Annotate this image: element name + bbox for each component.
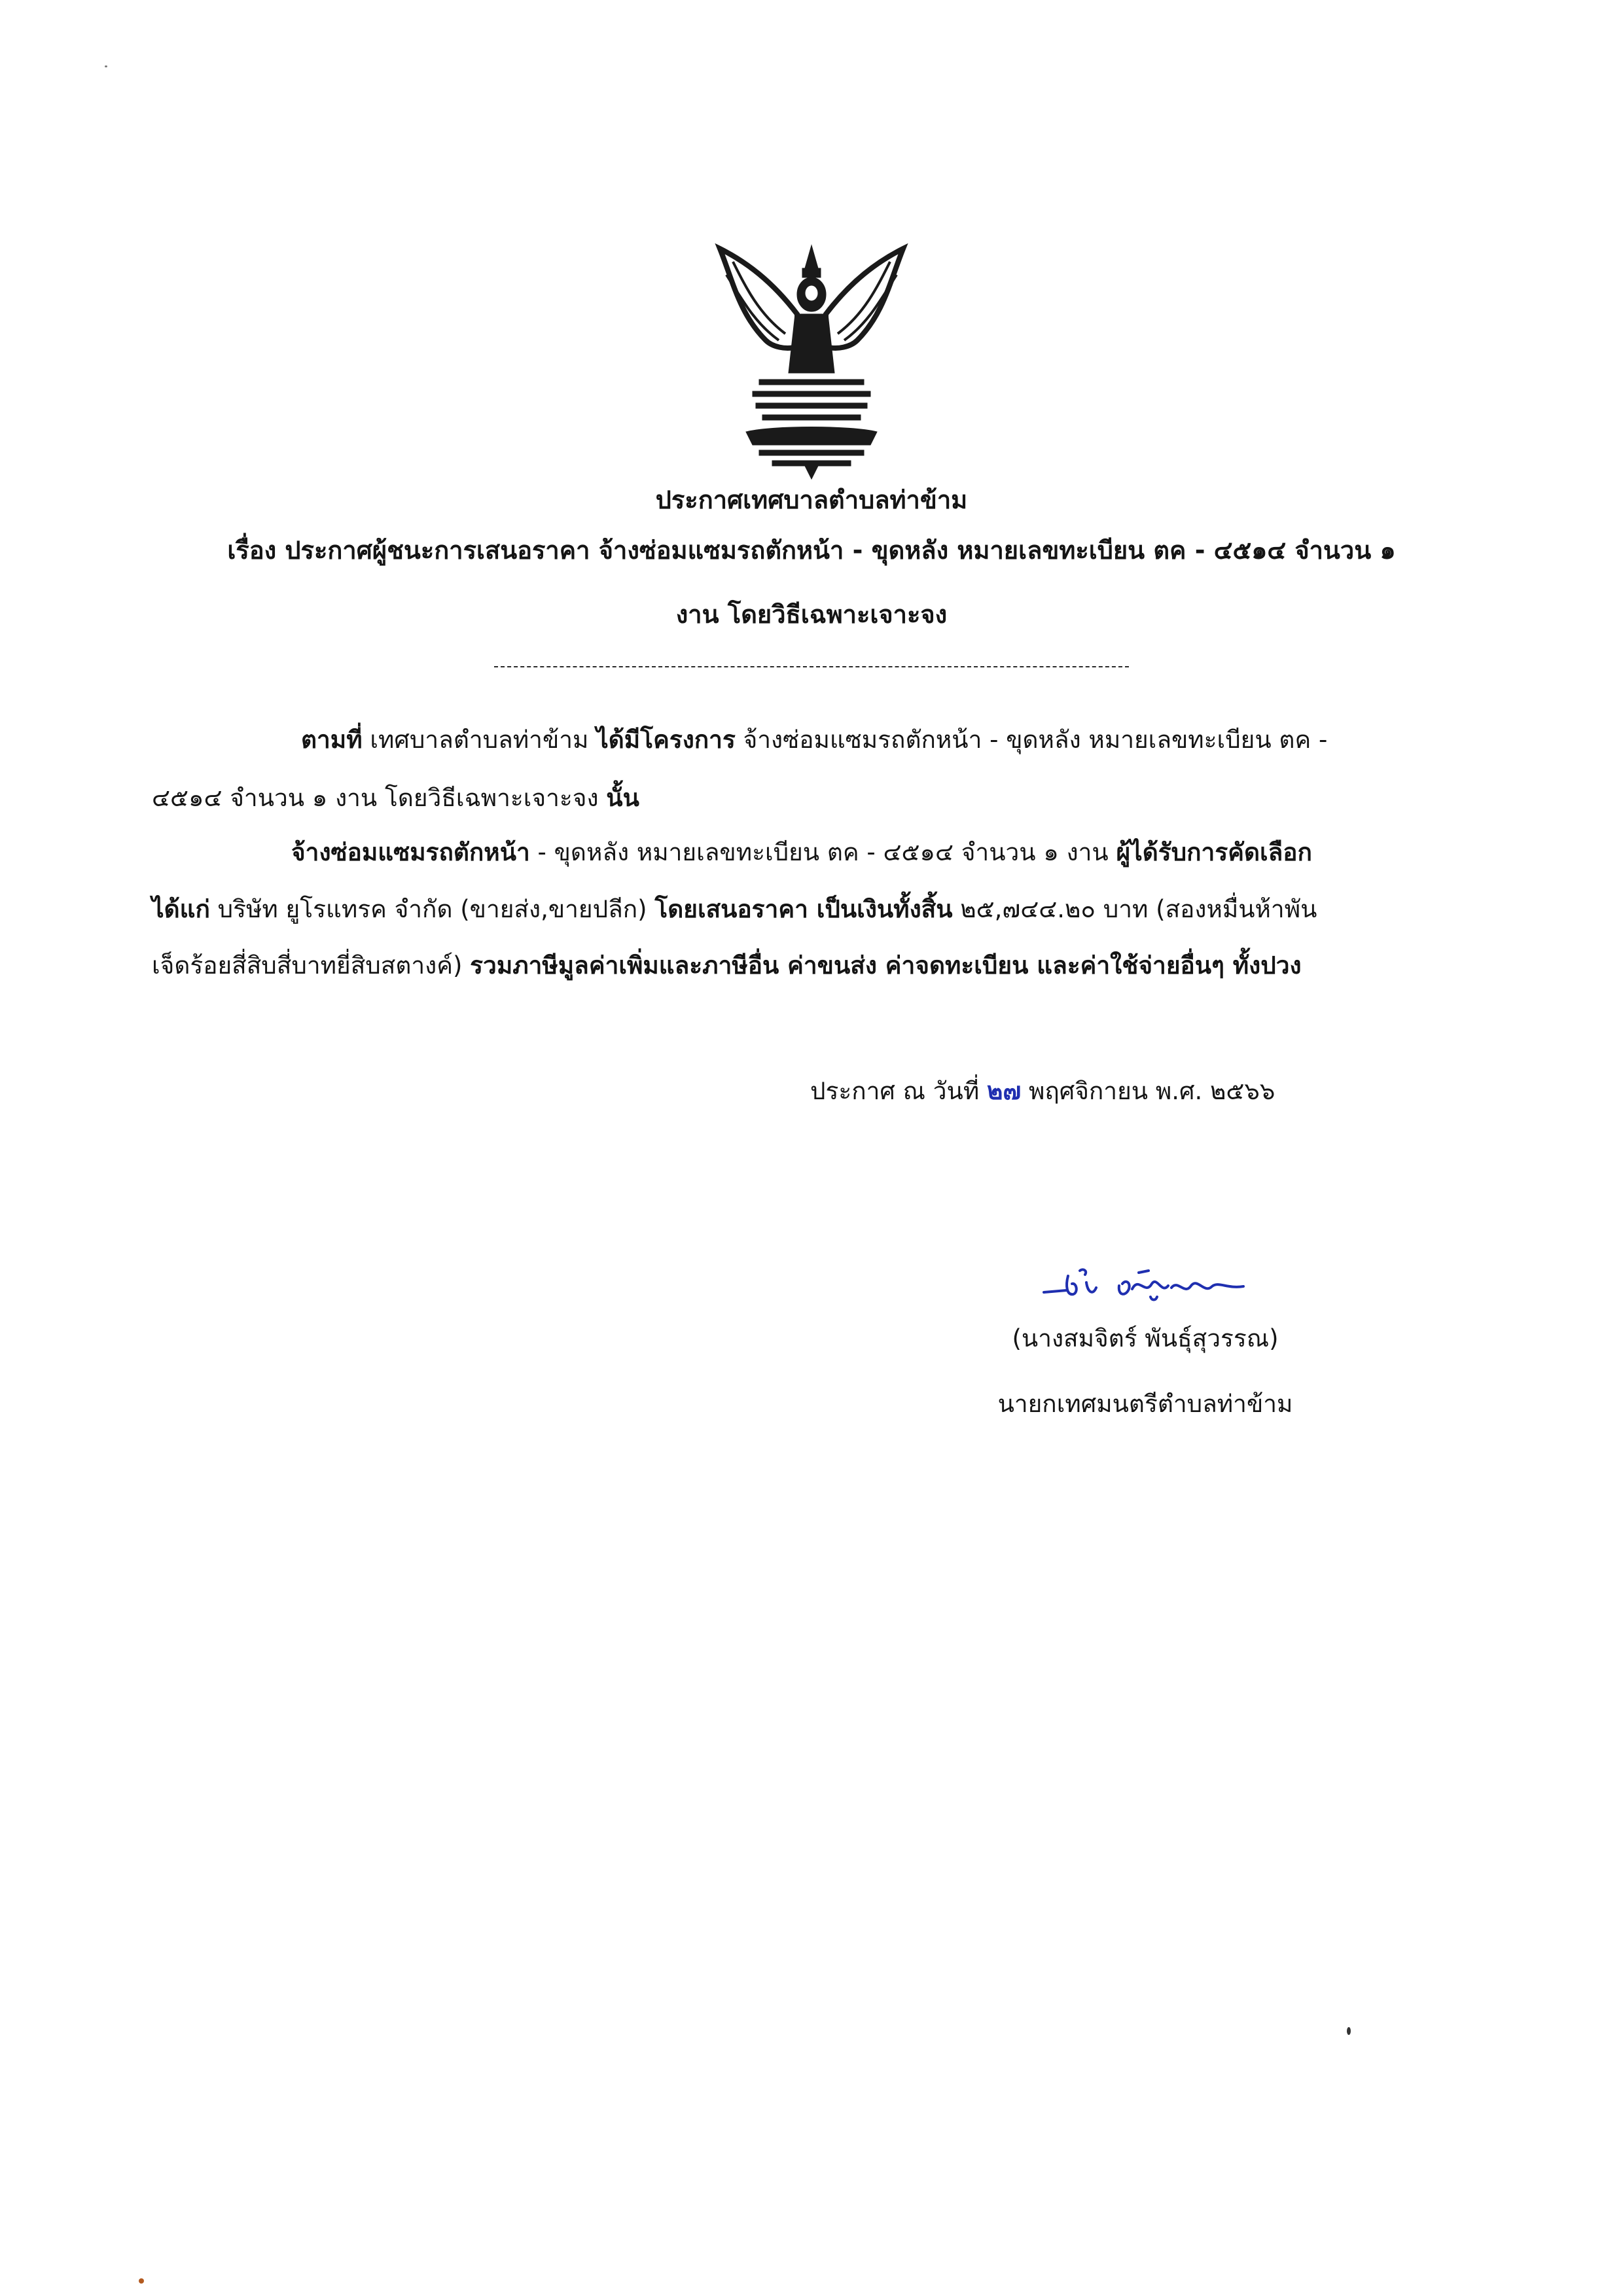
signatory-position: นายกเทศมนตรีตำบลท่าข้าม [997,1390,1293,1418]
page-title: ประกาศเทศบาลตำบลท่าข้าม [655,486,968,514]
signatory-name: (นางสมจิตร์ พันธุ์สุวรรณ) [1012,1324,1279,1352]
subject-line-1: เรื่อง ประกาศผู้ชนะการเสนอราคา จ้างซ่อมแซมรถตักหน้า - ขุดหลัง หมายเลขทะเบียน ตค - ๔๕๑๔ จำนวน ๑ [227,536,1396,565]
paragraph-1-line-1 [301,722,1327,758]
announcement-date [810,1073,1275,1110]
paragraph-2-line-1 [291,834,1312,871]
garuda-emblem-icon [707,242,916,481]
date-day-handwritten: ๒๗ [986,1077,1022,1105]
paragraph-1-line-2 [152,780,639,817]
p1-seg3: จ้างซ่อมแซมรถตักหน้า - ขุดหลัง หมายเลขทะเบียน ตค - [735,726,1328,754]
paragraph-2-line-3 [152,947,1302,984]
p1-line2a: ๔๕๑๔ จำนวน ๑ งาน โดยวิธีเฉพาะเจาะจง [152,784,607,812]
p1-lead: ตามที่ [301,726,363,754]
p2-line2a: ได้แก่ [152,895,210,923]
subject-line-2: งาน โดยวิธีเฉพาะเจาะจง [675,600,948,629]
p2-line3b: รวมภาษีมูลค่าเพิ่มและภาษีอื่น ค่าขนส่ง ค่าจดทะเบียน และค่าใช้จ่ายอื่นๆ ทั้งปวง [470,951,1302,980]
scan-speck [139,2278,144,2284]
handwritten-signature [1041,1256,1250,1309]
p2-seg1: จ้างซ่อมแซมรถตักหน้า [291,838,530,866]
p1-seg2: ได้มีโครงการ [596,726,736,754]
p2-line3a: เจ็ดร้อยสี่สิบสี่บาทยี่สิบสตางค์) [152,951,471,980]
p2-seg3: ผู้ได้รับการคัดเลือก [1116,838,1312,866]
p2-line2d: ๒๕,๗๔๔.๒๐ บาท (สองหมื่นห้าพัน [952,895,1317,923]
date-rest: พฤศจิกายน พ.ศ. ๒๕๖๖ [1021,1077,1275,1105]
scan-speck [1347,2027,1351,2035]
date-prefix: ประกาศ ณ วันที่ [810,1077,987,1105]
paragraph-2-line-2 [152,891,1317,928]
p1-line2b: นั้น [606,784,639,812]
p2-seg2: - ขุดหลัง หมายเลขทะเบียน ตค - ๔๕๑๔ จำนวน ๑ งาน [529,838,1116,866]
p2-line2b: บริษัท ยูโรแทรค จำกัด (ขายส่ง,ขายปลีก) [209,895,655,923]
p1-seg1: เทศบาลตำบลท่าข้าม [362,726,597,754]
p2-line2c: โดยเสนอราคา เป็นเงินทั้งสิ้น [654,895,953,923]
scan-speck [105,65,107,67]
dashed-divider [494,666,1129,667]
